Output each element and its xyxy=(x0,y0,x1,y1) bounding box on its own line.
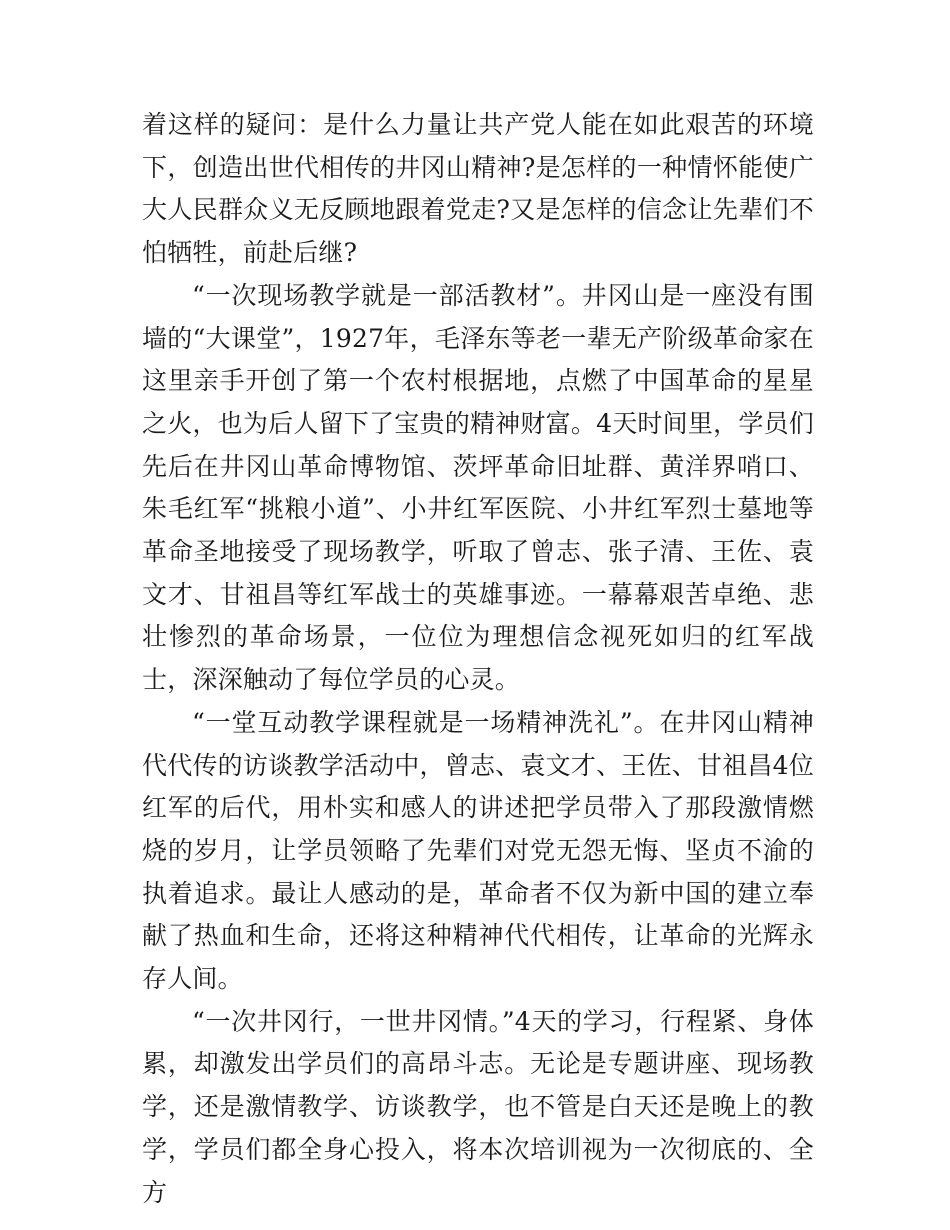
paragraph-field-teaching: “一次现场教学就是一部活教材”。井冈山是一座没有围墙的“大课堂”，1927年，毛泽东等老一辈无产阶级革命家在这里亲手开创了第一个农村根据地，点燃了中国革命的星星之火，也为后人留下了宝贵的精神财富。4天时间里，学员们先后在井冈山革命博物馆、茨坪革命旧址群、黄洋界哨口、朱毛红军“挑粮小道”、小井红军医院、小井红军烈士墓地等革命圣地接受了现场教学，听取了曾志、张子清、王佐、袁文才、甘祖昌等红军战士的英雄事迹。一幕幕艰苦卓绝、悲壮惨烈的革命场景，一位位为理想信念视死如归的红军战士，深深触动了每位学员的心灵。 xyxy=(142,280,814,695)
document-body xyxy=(142,104,814,1214)
paragraph-jinggang-trip: “一次井冈行，一世井冈情。”4天的学习，行程紧、身体累，却激发出学员们的高昂斗志。无论是专题讲座、现场教学，还是激情教学、访谈教学，也不管是白天还是晚上的教学，学员们都全身心投入，将本次培训视为一次彻底的、全方 xyxy=(142,1006,814,1207)
paragraph-interactive-teaching: “一堂互动教学课程就是一场精神洗礼”。在井冈山精神代代传的访谈教学活动中，曾志、袁文才、王佐、甘祖昌4位红军的后代，用朴实和感人的讲述把学员带入了那段激情燃烧的岁月，让学员领略了先辈们对党无怨无悔、坚贞不渝的执着追求。最让人感动的是，革命者不仅为新中国的建立奉献了热血和生命，还将这种精神代代相传，让革命的光辉永存人间。 xyxy=(142,707,814,994)
paragraph-continuation: 着这样的疑问：是什么力量让共产党人能在如此艰苦的环境下，创造出世代相传的井冈山精神?是怎样的一种情怀能使广大人民群众义无反顾地跟着党走?又是怎样的信念让先辈们不怕牺牲，前赴后继? xyxy=(142,110,814,268)
